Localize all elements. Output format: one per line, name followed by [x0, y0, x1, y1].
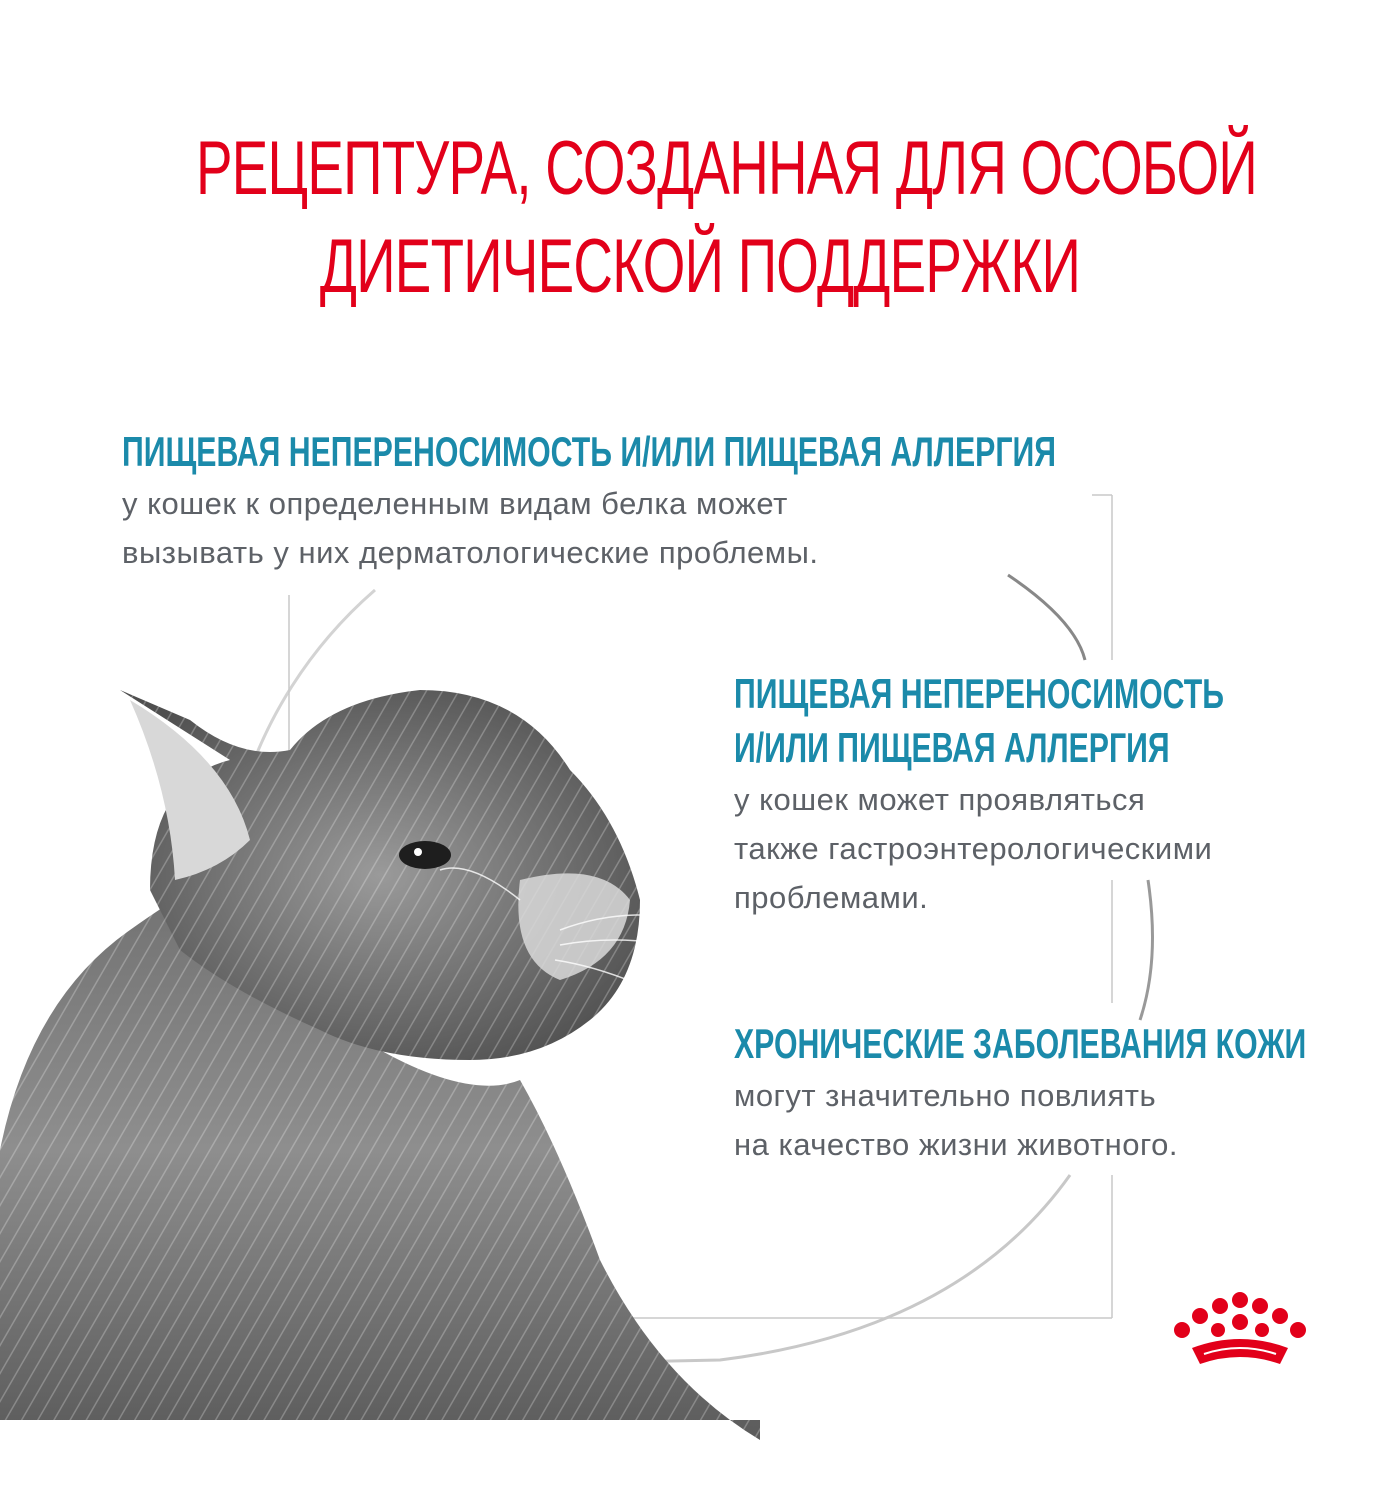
- info-heading-line: ПИЩЕВАЯ НЕПЕРЕНОСИМОСТЬ И/ИЛИ ПИЩЕВАЯ АЛЛЕРГИЯ: [122, 428, 1056, 475]
- info-text-line: вызывать у них дерматологические проблемы.: [122, 535, 819, 570]
- info-text: [122, 479, 1400, 577]
- info-text-line: также гастроэнтерологическими: [734, 831, 1213, 866]
- info-heading-line: ХРОНИЧЕСКИЕ ЗАБОЛЕВАНИЯ КОЖИ: [734, 1020, 1307, 1067]
- info-block-3: [734, 1017, 1400, 1169]
- info-text-line: проблемами.: [734, 880, 929, 915]
- info-text: [734, 775, 1400, 922]
- info-heading-line: ПИЩЕВАЯ НЕПЕРЕНОСИМОСТЬ: [734, 670, 1224, 717]
- info-heading-line: И/ИЛИ ПИЩЕВАЯ АЛЛЕРГИЯ: [734, 724, 1170, 771]
- info-block-1: [122, 425, 1400, 577]
- info-heading: [122, 425, 1056, 479]
- info-heading: [734, 667, 1224, 775]
- info-text-line: у кошек может проявляться: [734, 782, 1146, 817]
- info-text-line: у кошек к определенным видам белка может: [122, 486, 788, 521]
- info-text: [734, 1071, 1400, 1169]
- title-line-2: ДИЕТИЧЕСКОЙ ПОДДЕРЖКИ: [319, 224, 1081, 309]
- page-title: [195, 120, 1257, 316]
- title-line-1: РЕЦЕПТУРА, СОЗДАННАЯ ДЛЯ ОСОБОЙ: [195, 126, 1257, 211]
- info-heading: [734, 1017, 1306, 1071]
- info-text-line: на качество жизни животного.: [734, 1127, 1178, 1162]
- info-text-line: могут значительно повлиять: [734, 1078, 1157, 1113]
- crown-logo: [1170, 1290, 1310, 1380]
- info-block-2: [734, 667, 1400, 922]
